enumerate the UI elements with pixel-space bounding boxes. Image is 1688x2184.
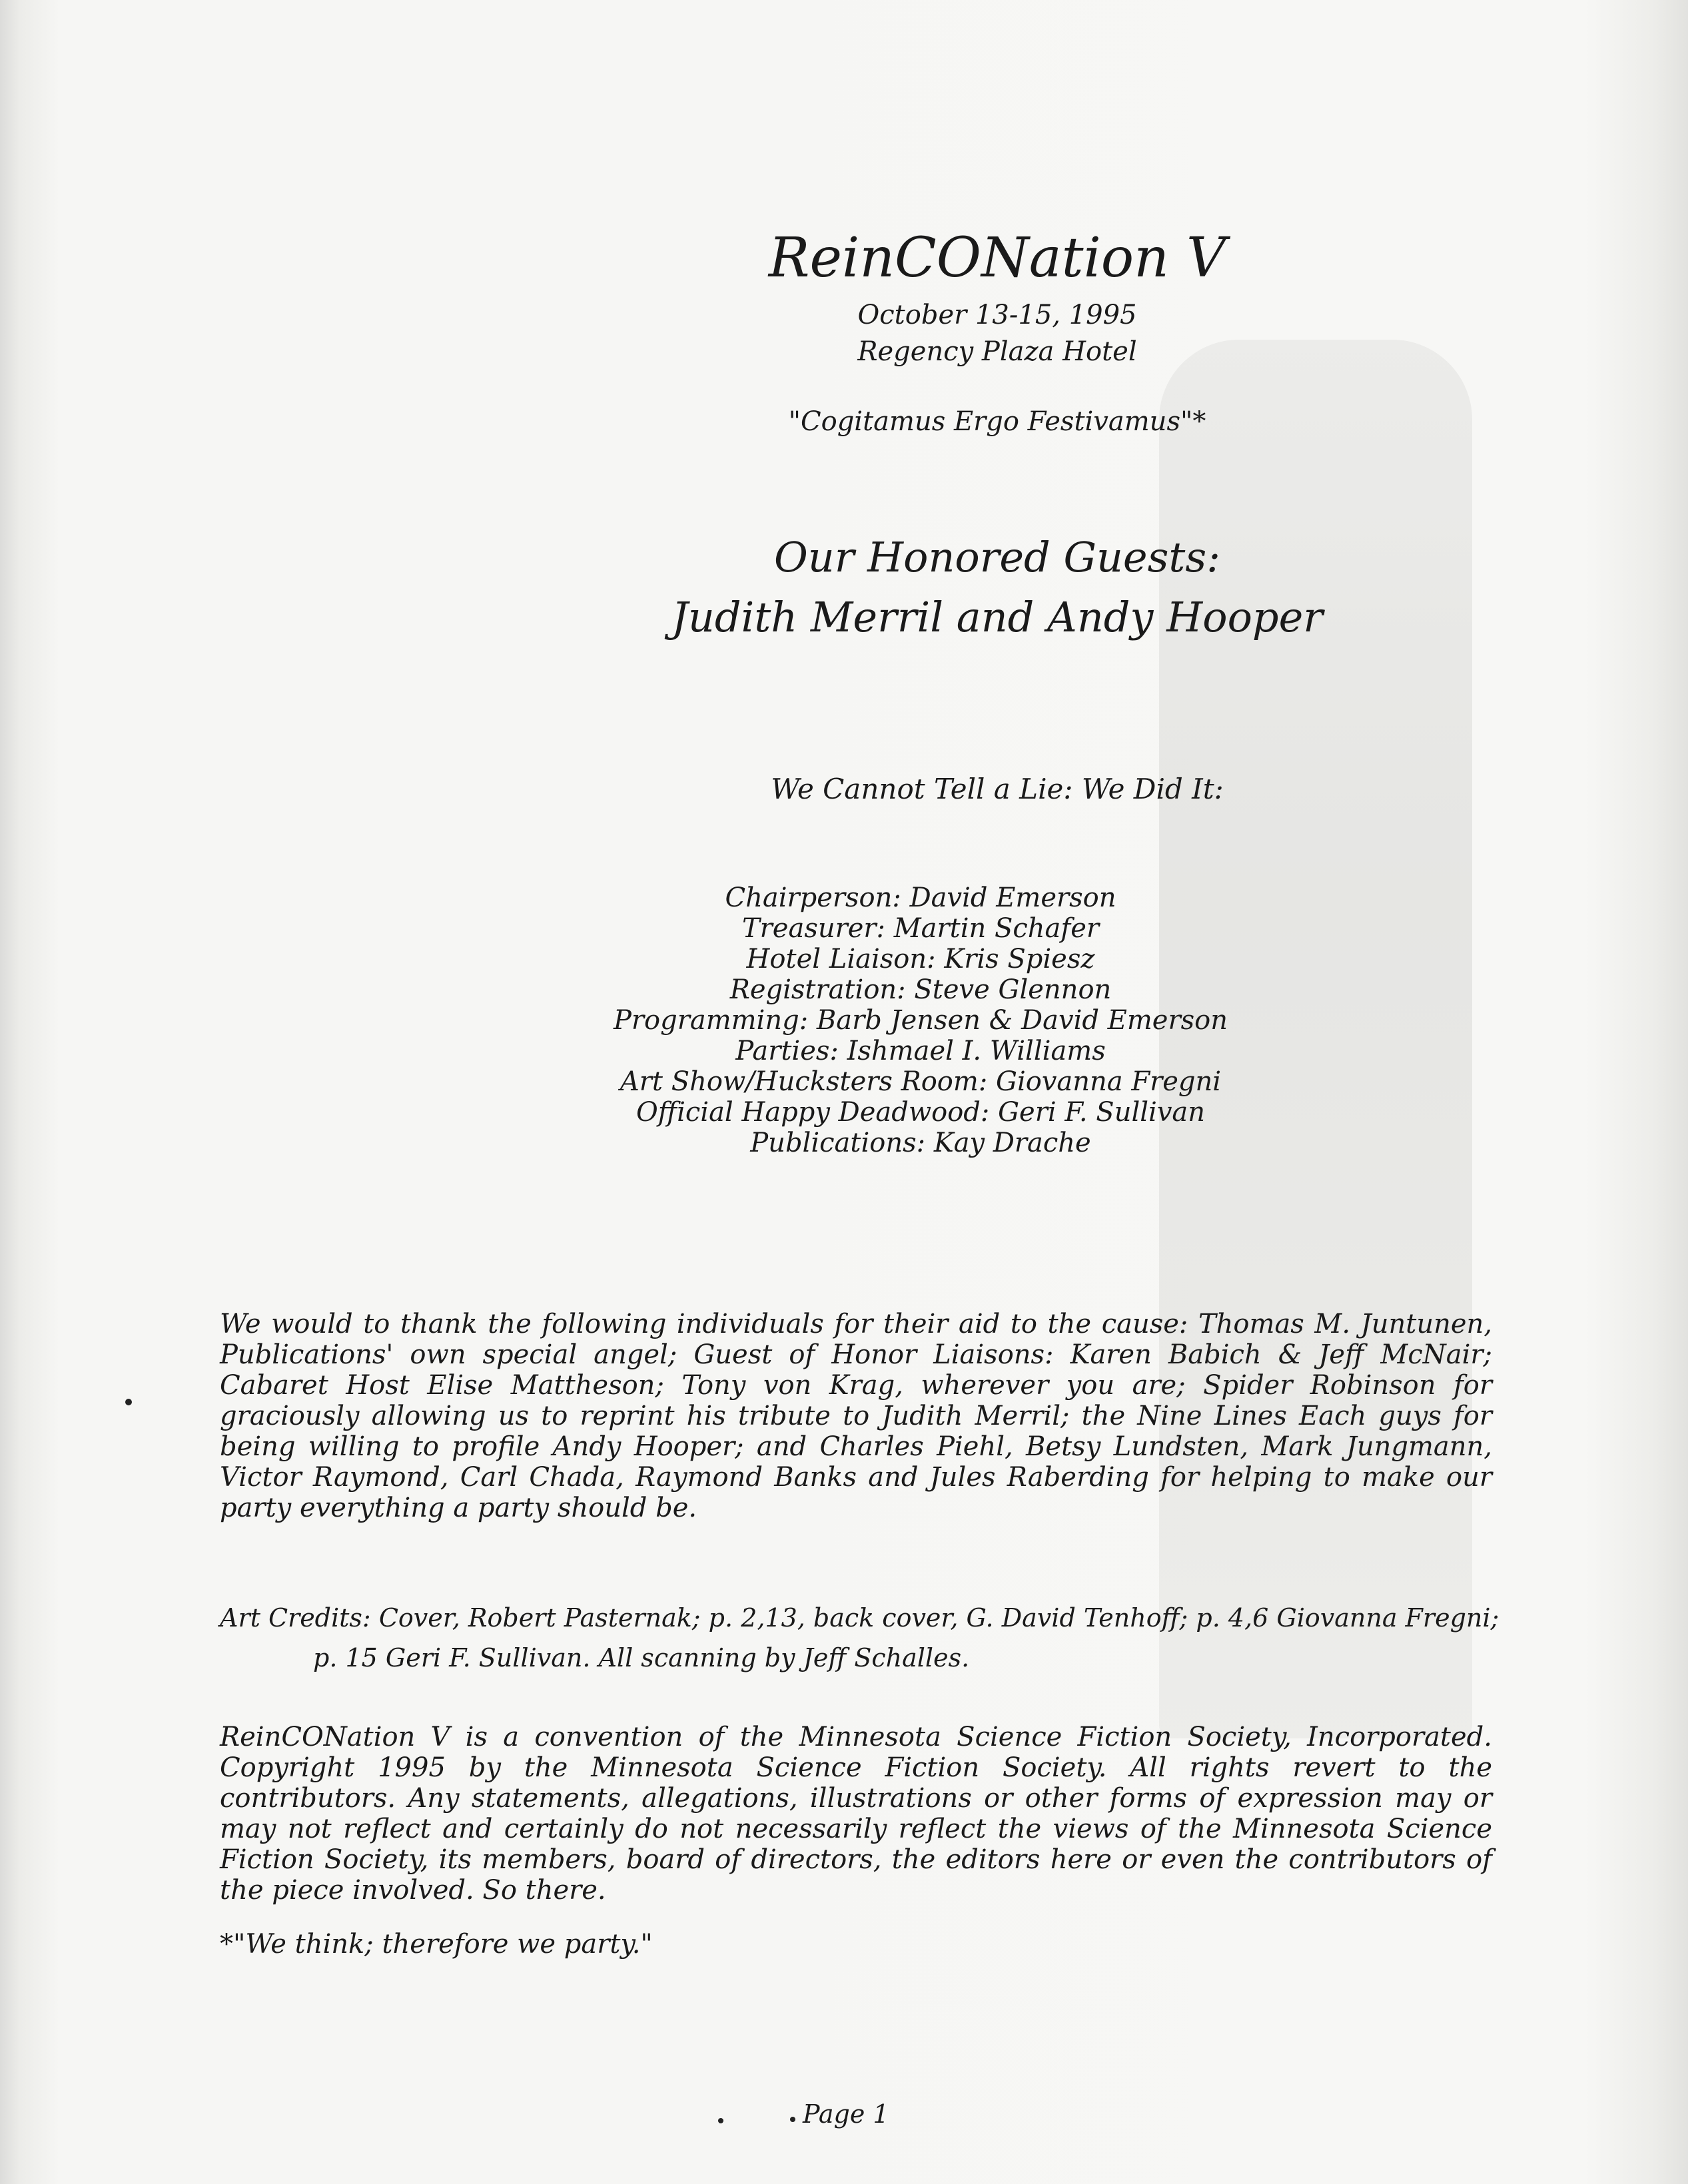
- committee-role: Art Show/Hucksters Room: Giovanna Fregni: [620, 1066, 1222, 1097]
- margin-dot: [125, 1399, 132, 1405]
- art-credits-line-2: p. 15 Geri F. Sullivan. All scanning by Jeff Schalles.: [313, 1643, 970, 1672]
- copyright-paragraph: ReinCONation V is a convention of the Minnesota Science Fiction Society, Incorporated. Copyright 1995 by the Minnesota Science Fiction Society. All rights revert to the contributors. Any statements, allegations, illustrations or other forms of expression may or may not reflect and certainly do not necessarily reflect the views of the Minnesota Science Fiction Society, its members, board of directors, the editors here or even the contributors of the piece involved. So there.: [220, 1722, 1492, 1906]
- committee-role: Hotel Liaison: Kris Spiesz: [746, 944, 1095, 974]
- motto-footnote: *"We think; therefore we party.": [220, 1929, 653, 1960]
- convention-title: ReinCONation V: [768, 226, 1226, 290]
- page-number: Page 1: [803, 2099, 889, 2129]
- committee-heading: We Cannot Tell a Lie: We Did It:: [771, 773, 1224, 805]
- footer-dot: [718, 2118, 723, 2123]
- art-credits-line-1: Art Credits: Cover, Robert Pasternak; p. 2,13, back cover, G. David Tenhoff; p. 4,6 Giovanna Fregni;: [220, 1603, 1499, 1633]
- committee-role: Official Happy Deadwood: Geri F. Sullivan: [635, 1097, 1206, 1128]
- thanks-paragraph: We would to thank the following individuals for their aid to the cause: Thomas M. Juntunen, Publications' own special angel; Guest of Honor Liaisons: Karen Babich & Jeff McNair; Cabaret Host Elise Mattheson; Tony von Krag, wherever you are; Spider Robinson for graciously allowing us to reprint his tribute to Judith Merril; the Nine Lines Each guys for being willing to profile Andy Hooper; and Charles Piehl, Betsy Lundsten, Mark Jungmann, Victor Raymond, Carl Chada, Raymond Banks and Jules Raberding for helping to make our party everything a party should be.: [220, 1309, 1492, 1523]
- committee-role: Registration: Steve Glennon: [729, 974, 1112, 1005]
- convention-motto: "Cogitamus Ergo Festivamus"*: [788, 406, 1206, 437]
- committee-role: Treasurer: Martin Schafer: [742, 913, 1099, 944]
- guests-names: Judith Merril and Andy Hooper: [671, 593, 1323, 641]
- committee-role: Parties: Ishmael I. Williams: [735, 1036, 1106, 1066]
- committee-list: [0, 883, 1688, 1158]
- convention-venue: Regency Plaza Hotel: [857, 336, 1137, 367]
- committee-role: Programming: Barb Jensen & David Emerson: [614, 1005, 1228, 1036]
- convention-dates: October 13-15, 1995: [857, 300, 1137, 330]
- committee-role: Chairperson: David Emerson: [725, 883, 1116, 913]
- page-bullet: [790, 2117, 795, 2122]
- committee-role: Publications: Kay Drache: [750, 1128, 1091, 1158]
- guests-heading: Our Honored Guests:: [773, 533, 1221, 581]
